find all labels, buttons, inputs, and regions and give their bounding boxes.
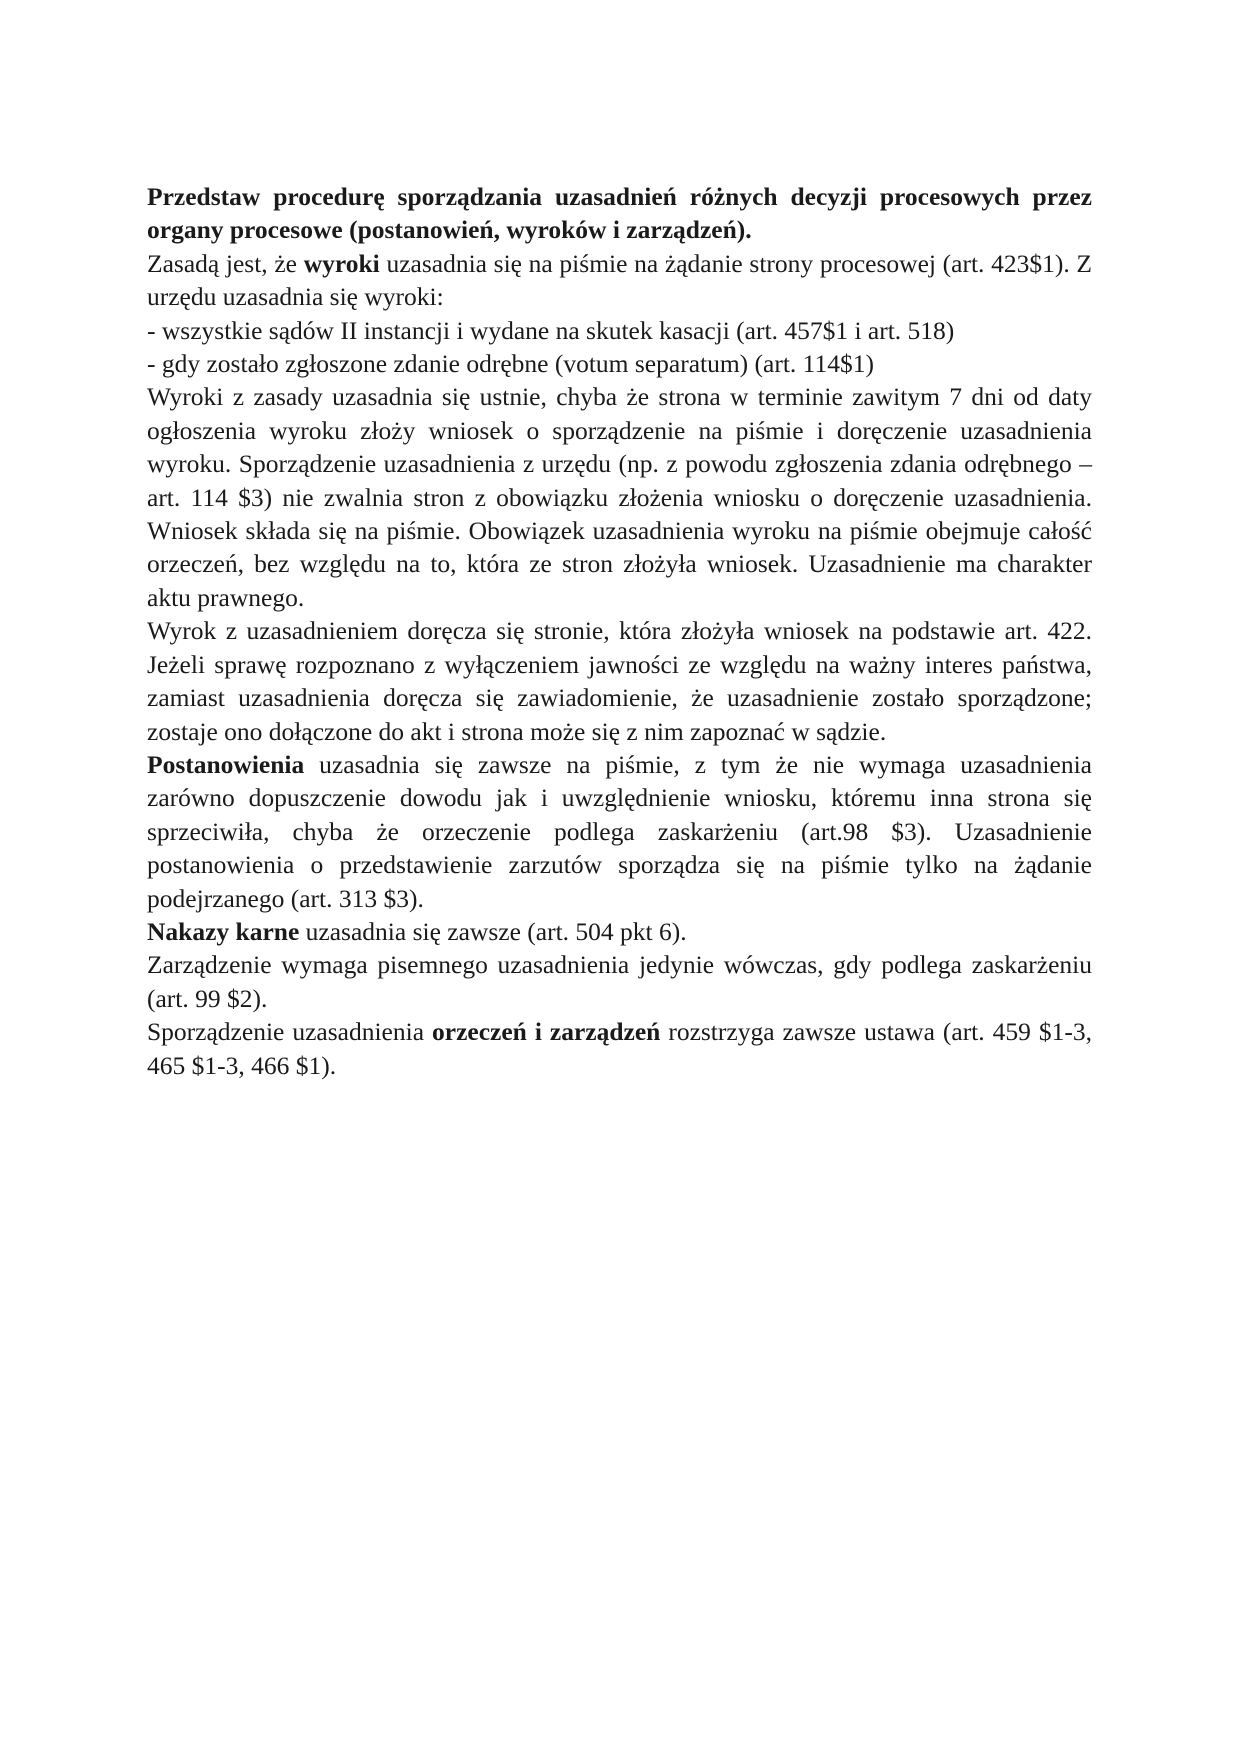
paragraph-ustawa-keyword: orzeczeń i zarządzeń bbox=[432, 1017, 661, 1047]
paragraph-wyroki-text-c: uzasadnia się na piśmie na żądanie strony procesowej (art. 423$1). Z urzędu uzasadnia się wyroki: bbox=[147, 248, 1092, 312]
paragraph-wyroki-text-a: Zasadą jest, że bbox=[147, 248, 304, 278]
paragraph-postanowienia-keyword: Postanowienia bbox=[147, 749, 305, 779]
list-item-first: - wszystkie sądów II instancji i wydane na skutek kasacji (art. 457$1 i art. 518) bbox=[147, 315, 955, 345]
paragraph-ustawa-text-c: rozstrzyga zawsze ustawa (art. 459 $1-3, 465 $1-3, 466 $1). bbox=[147, 1017, 1092, 1080]
paragraph-wyroki-keyword: wyroki bbox=[303, 248, 380, 278]
paragraph-nakazy-text: uzasadnia się zawsze (art. 504 pkt 6). bbox=[299, 916, 687, 946]
paragraph-nakazy bbox=[147, 915, 1092, 948]
paragraph-postanowienia-text: uzasadnia się zawsze na piśmie, z tym że nie wymaga uzasadnienia zarówno dopuszczenie dowodu jak i uwzględnienie wniosku, któremu inna strona się sprzeciwiła, chyba że orzeczenie podlega zaskarżeniu (art.98 $3). Uzasadnienie postanowienia o przedstawienie zarzutów sporządza się na piśmie tylko na żądanie podejrzanego (art. 313 $3). bbox=[147, 749, 1092, 913]
paragraph-doreczenie: Wyrok z uzasadnieniem doręcza się stronie, która złożyła wniosek na podstawie art. 422. Jeżeli sprawę rozpoznano z wyłączeniem jawności ze względu na ważny interes państwa, zamiast uzasadnienia doręcza się zawiadomienie, że uzasadnienie zostało sporządzone; zostaje ono dołączone do akt i strona może się z nim zapoznać w sądzie. bbox=[147, 616, 1092, 746]
paragraph-zarzadzenie: Zarządzenie wymaga pisemnego uzasadnienia jedynie wówczas, gdy podlega zaskarżeniu (art. 99 $2). bbox=[147, 950, 1092, 1013]
list-item-second: - gdy zostało zgłoszone zdanie odrębne (votum separatum) (art. 114$1) bbox=[147, 349, 874, 379]
document-body bbox=[147, 180, 1092, 1082]
paragraph-nakazy-keyword: Nakazy karne bbox=[147, 916, 300, 946]
paragraph-ustawa bbox=[147, 1015, 1092, 1082]
paragraph-wyroki bbox=[147, 247, 1092, 314]
paragraph-ustne: Wyroki z zasady uzasadnia się ustnie, chyba że strona w terminie zawitym 7 dni od daty ogłoszenia wyroku złoży wniosek o sporządzenie na piśmie i doręczenie uzasadnienia wyroku. Sporządzenie uzasadnienia z urzędu (np. z powodu zgłoszenia zdania odrębnego – art. 114 $3) nie zwalnia stron z obowiązku złożenia wniosku o doręczenie uzasadnienia. Wniosek składa się na piśmie. Obowiązek uzasadnienia wyroku na piśmie obejmuje całość orzeczeń, bez względu na to, która ze stron złożyła wniosek. Uzasadnienie ma charakter aktu prawnego. bbox=[147, 382, 1092, 612]
paragraph-postanowienia bbox=[147, 748, 1092, 915]
document-title: Przedstaw procedurę sporządzania uzasadnień różnych decyzji procesowych przez organy procesowe (postanowień, wyroków i zarządzeń). bbox=[147, 182, 1092, 245]
paragraph-ustawa-text-a: Sporządzenie uzasadnienia bbox=[147, 1017, 432, 1047]
